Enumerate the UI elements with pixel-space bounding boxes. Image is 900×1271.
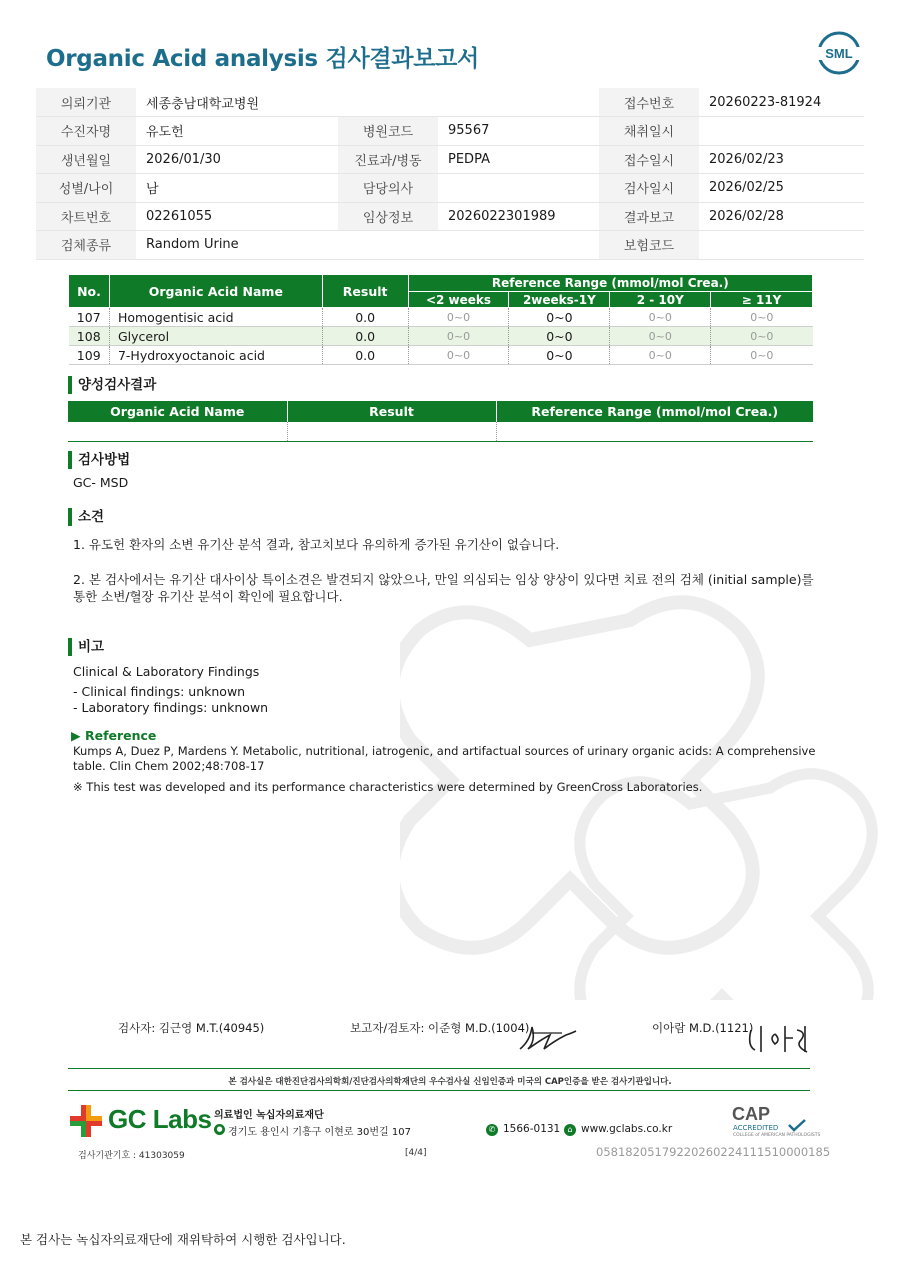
info-label: 수진자명 [36, 117, 136, 146]
report-title: Organic Acid analysis 검사결과보고서 [46, 46, 479, 72]
info-value: 2026/01/30 [136, 145, 338, 174]
info-label: 접수일시 [599, 145, 699, 174]
page-number: [4/4] [405, 1148, 427, 1158]
signature-image-1 [512, 1015, 582, 1055]
table-row [69, 308, 813, 327]
org-name: 의료법인 녹십자의료재단 [214, 1110, 324, 1121]
table-row [69, 327, 813, 346]
pos-col-name: Organic Acid Name [68, 401, 287, 422]
info-label: 검체종류 [36, 231, 136, 260]
info-row [36, 117, 864, 146]
range-11-years-plus: 0~0 [711, 308, 813, 327]
cap-accredited: ACCREDITED [733, 1124, 779, 1132]
col-name: Organic Acid Name [109, 275, 322, 308]
remarks-line-1: Clinical & Laboratory Findings [73, 664, 260, 679]
certification-text: 본 검사실은 대한진단검사의학회/진단검사의학재단의 우수검사실 신임인증과 미국의 CAP인증을 받은 검사기관입니다. [228, 1077, 672, 1087]
info-label: 병원코드 [338, 117, 438, 146]
gc-cross-logo-icon [68, 1103, 104, 1139]
info-value: 남 [136, 174, 338, 203]
findings-line-2b: 통한 소변/혈장 유기산 분석이 확인에 필요합니다. [73, 589, 343, 604]
pos-col-result: Result [287, 401, 496, 422]
result-no: 108 [69, 327, 110, 346]
col-range-4: ≥ 11Y [711, 292, 813, 308]
info-value: 2026/02/23 [699, 145, 864, 174]
range-2-10-years: 0~0 [610, 327, 711, 346]
reference-line-2: table. Clin Chem 2002;48:708-17 [73, 759, 265, 773]
reference-heading: ▶ Reference [71, 728, 157, 743]
cap-check-icon [787, 1118, 807, 1132]
signature-image-2 [745, 1020, 815, 1056]
reference-line-1: Kumps A, Duez P, Mardens Y. Metabolic, nutritional, iatrogenic, and artifactual sources of urinary organic acids: A comprehensive [73, 744, 816, 758]
doctor-signature: 이아람 M.D.(1121) [652, 1021, 754, 1035]
result-name: 7-Hydroxyoctanoic acid [109, 346, 322, 365]
remarks-heading: 비고 [68, 638, 104, 656]
results-table [68, 274, 813, 365]
result-value: 0.0 [322, 346, 408, 365]
info-label: 접수번호 [599, 88, 699, 117]
info-value: 2026/02/25 [699, 174, 864, 203]
positive-heading: 양성검사결과 [68, 376, 156, 394]
info-label: 진료과/병동 [338, 145, 438, 174]
info-label: 성별/나이 [36, 174, 136, 203]
result-value: 0.0 [322, 308, 408, 327]
website: www.gclabs.co.kr [581, 1123, 673, 1135]
range-2-weeks-1-year: 0~0 [509, 308, 610, 327]
info-label: 임상정보 [338, 202, 438, 231]
info-label: 차트번호 [36, 202, 136, 231]
address: 경기도 용인시 기흥구 이현로 30번길 107 [228, 1127, 411, 1138]
info-value: 2026022301989 [438, 202, 599, 231]
info-value: 유도헌 [136, 117, 338, 146]
findings-line-1: 1. 유도헌 환자의 소변 유기산 분석 결과, 참고치보다 유의하게 증가된 유기산이 없습니다. [73, 537, 560, 552]
range-2-10-years: 0~0 [610, 346, 711, 365]
info-value [438, 88, 599, 117]
pos-col-range: Reference Range (mmol/mol Crea.) [496, 401, 813, 422]
result-value: 0.0 [322, 327, 408, 346]
info-value: 95567 [438, 117, 599, 146]
findings-heading: 소견 [68, 508, 104, 526]
info-value [699, 117, 864, 146]
col-reference: Reference Range (mmol/mol Crea.) [408, 275, 812, 292]
method-text: GC- MSD [73, 475, 129, 490]
result-no: 109 [69, 346, 110, 365]
range-2-weeks-1-year: 0~0 [509, 327, 610, 346]
info-row [36, 88, 864, 117]
info-label: 의뢰기관 [36, 88, 136, 117]
info-row [36, 174, 864, 203]
info-value [438, 174, 599, 203]
reference-note: ※ This test was developed and its performance characteristics were determined by GreenCross Laboratories. [73, 780, 703, 794]
info-value: 20260223-81924 [699, 88, 864, 117]
cap-logo: CAP [732, 1104, 771, 1124]
info-value: 세종충남대학교병원 [136, 88, 338, 117]
home-icon: ⌂ [564, 1124, 576, 1136]
lab-number: 검사기관기호 : 41303059 [78, 1151, 185, 1161]
info-label: 결과보고 [599, 202, 699, 231]
info-value: 2026/02/28 [699, 202, 864, 231]
method-heading: 검사방법 [68, 451, 130, 469]
location-icon: ● [214, 1124, 225, 1135]
remarks-line-3: - Laboratory findings: unknown [73, 700, 269, 715]
table-row [68, 422, 813, 441]
result-name: Homogentisic acid [109, 308, 322, 327]
sml-logo-icon [816, 30, 862, 76]
range-2-10-years: 0~0 [610, 308, 711, 327]
info-value: PEDPA [438, 145, 599, 174]
cap-college: COLLEGE of AMERICAN PATHOLOGISTS [733, 1133, 821, 1138]
range-under-2-weeks: 0~0 [408, 346, 509, 365]
info-label: 채취일시 [599, 117, 699, 146]
info-label: 담당의사 [338, 174, 438, 203]
info-value: 02261055 [136, 202, 338, 231]
table-row [69, 346, 813, 365]
gc-labs-brand: GC Labs [108, 1104, 212, 1134]
range-under-2-weeks: 0~0 [408, 327, 509, 346]
positive-table [68, 401, 813, 442]
info-label: 검사일시 [599, 174, 699, 203]
col-range-2: 2weeks-1Y [509, 292, 610, 308]
info-label [338, 88, 438, 117]
range-under-2-weeks: 0~0 [408, 308, 509, 327]
result-name: Glycerol [109, 327, 322, 346]
tester-signature: 검사자: 김근영 M.T.(40945) [118, 1021, 265, 1035]
info-label [338, 231, 438, 260]
info-row [36, 145, 864, 174]
result-no: 107 [69, 308, 110, 327]
patient-info-table [36, 88, 864, 260]
remarks-line-2: - Clinical findings: unknown [73, 684, 246, 699]
bottom-note: 본 검사는 녹십자의료재단에 재위탁하여 시행한 검사입니다. [20, 1232, 346, 1247]
col-no: No. [69, 275, 110, 308]
info-label: 보험코드 [599, 231, 699, 260]
col-result: Result [322, 275, 408, 308]
info-row [36, 202, 864, 231]
svg-text:SML: SML [825, 46, 853, 61]
info-value: Random Urine [136, 231, 338, 260]
info-row [36, 231, 864, 260]
info-label: 생년월일 [36, 145, 136, 174]
col-range-3: 2 - 10Y [610, 292, 711, 308]
range-2-weeks-1-year: 0~0 [509, 346, 610, 365]
reporter-signature: 보고자/검토자: 이준형 M.D.(1004) [350, 1021, 530, 1035]
info-value [699, 231, 864, 260]
phone-icon: ✆ [486, 1124, 498, 1136]
col-range-1: <2 weeks [408, 292, 509, 308]
barcode-number: 05818205179220260224111510000185 [596, 1145, 831, 1159]
watermark-cross-logo [400, 480, 880, 1000]
range-11-years-plus: 0~0 [711, 327, 813, 346]
range-11-years-plus: 0~0 [711, 346, 813, 365]
phone: 1566-0131 [503, 1123, 561, 1135]
findings-line-2a: 2. 본 검사에서는 유기산 대사이상 특이소견은 발견되지 않았으나, 만일 의심되는 임상 양상이 있다면 치료 전의 검체 (initial sample)를 [73, 572, 814, 587]
info-value [438, 231, 599, 260]
